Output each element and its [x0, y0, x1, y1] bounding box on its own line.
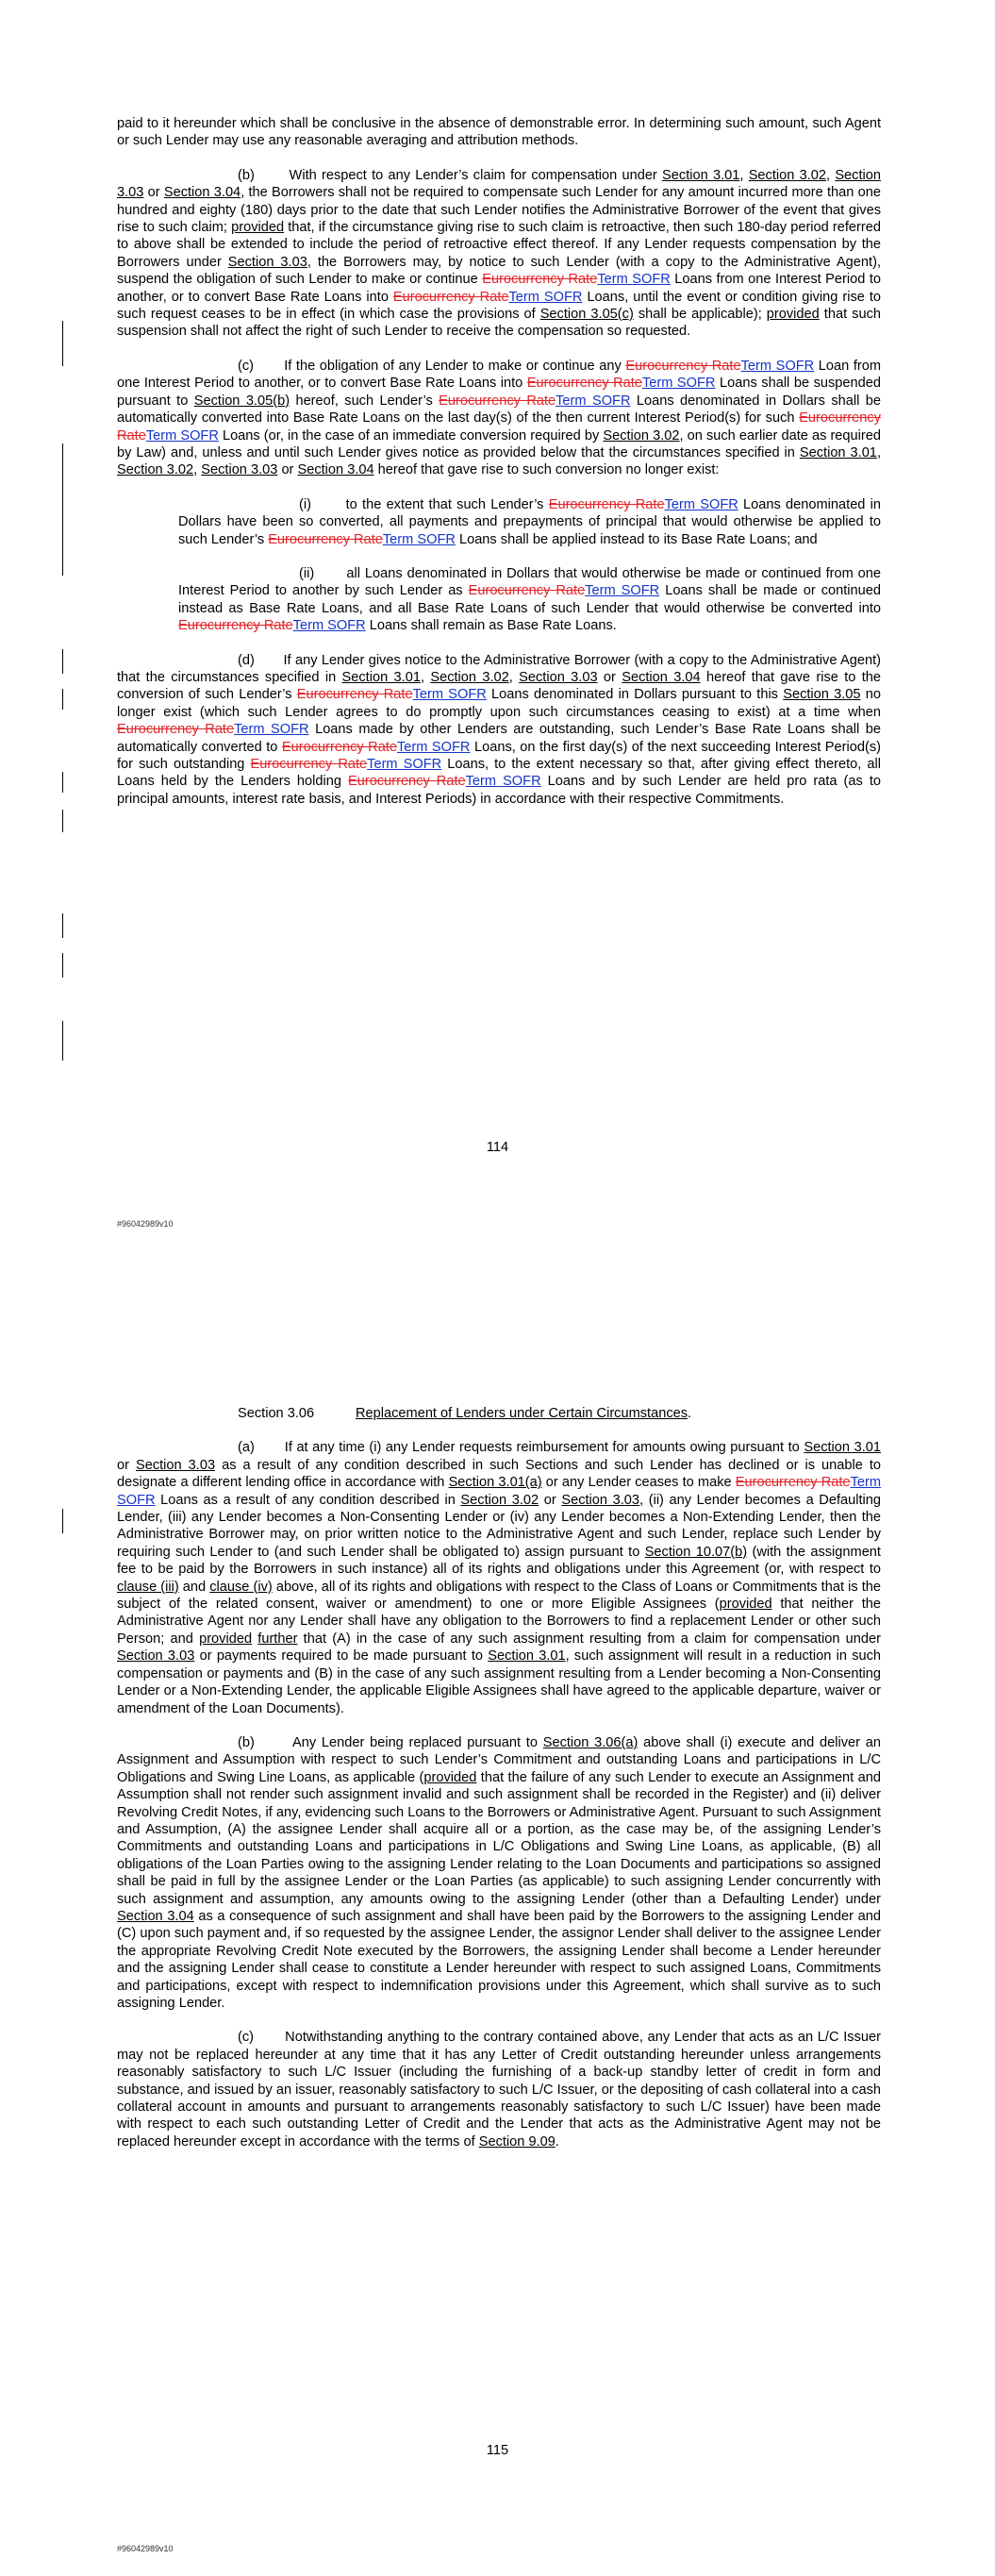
text-run: or any Lender ceases to make — [541, 1475, 736, 1491]
text-run: Loans shall remain as Base Rate Loans. — [365, 618, 617, 634]
deleted-text: Eurocurrency Rate — [625, 358, 741, 374]
page-number: 115 — [486, 2443, 509, 2458]
text-run: . — [555, 2133, 559, 2149]
deleted-text: Eurocurrency Rate — [117, 410, 881, 443]
paragraph-b — [117, 167, 881, 341]
paragraph-c — [117, 358, 881, 479]
text-run: (i) to the extent that such Lender’s — [299, 496, 549, 512]
text-run: , the Borrowers may, by notice to such Lender (with a copy to the Administrative Agent), suspend the obligation of such Lender to make or continue — [117, 254, 881, 288]
paragraph-c-i — [178, 496, 881, 548]
section-heading — [117, 1405, 881, 1422]
cross-reference: Section 3.04 — [297, 462, 374, 478]
cross-reference: Section 3.02 — [430, 669, 509, 685]
cross-reference: Section 3.01 — [488, 1648, 566, 1664]
paragraph-a — [117, 1439, 881, 1717]
cross-reference: Section 3.04 — [622, 669, 701, 685]
text-run: Loans and by such Lender are held pro rata (as to principal amounts, interest rate basis, and Interest Periods) in accordance with their respective Commitments. — [117, 774, 882, 807]
document-page-115 — [0, 1288, 995, 2576]
cross-reference: Section 3.03 — [561, 1492, 640, 1508]
text-run: , — [420, 669, 431, 685]
cross-reference: Section 3.01 — [804, 1440, 881, 1456]
paragraph-continuation — [117, 115, 881, 150]
inserted-text: Term SOFR — [367, 757, 442, 772]
cross-reference: Section 9.09 — [478, 2133, 556, 2149]
text-run: Loans shall be suspended pursuant to — [117, 376, 881, 409]
text-run: Loans, until the event or condition giving rise to such request ceases to be in effect (in which case the provisions of — [117, 289, 882, 323]
change-bar — [62, 913, 63, 938]
change-bar — [62, 1509, 63, 1533]
change-bar — [62, 649, 63, 674]
cross-reference: Section 3.03 — [201, 462, 278, 478]
text-run: , the Borrowers shall not be required to compensate such Lender for any amount incurred more than one hundred and eighty (180) days prior to the date that such Lender notifies the Administrative Borrower of the event that gives rise to such claim; — [117, 185, 881, 236]
text-run: or — [277, 462, 298, 478]
inserted-text: Term SOFR — [556, 393, 631, 409]
text-run: hereof, such Lender’s — [290, 393, 439, 409]
change-bar — [62, 1021, 63, 1061]
text-run: (ii) all Loans denominated in Dollars that would otherwise be made or continued from one Interest Period to another by such Lender as — [178, 565, 881, 599]
cross-reference: Section 10.07(b) — [644, 1544, 748, 1560]
deleted-text: Eurocurrency Rate — [735, 1475, 851, 1491]
inserted-text: Term SOFR — [585, 583, 660, 599]
inserted-text: Term SOFR — [145, 427, 219, 443]
text-run: Loan from one Interest Period to another, or to convert Base Rate Loans into — [117, 358, 882, 392]
text-run: , — [193, 462, 202, 478]
deleted-text: Eurocurrency Rate — [281, 739, 398, 755]
text-run: that neither the Administrative Agent nor any Lender shall have any obligation to the Borrowers to find a replacement Lender or other such Person; and — [117, 1597, 881, 1647]
text-run: Loans (or, in the case of an immediate conversion required by — [218, 427, 604, 443]
deleted-text: Eurocurrency Rate — [548, 496, 665, 512]
cross-reference: Section 3.03 — [519, 669, 598, 685]
deleted-text: Eurocurrency Rate — [439, 393, 556, 409]
cross-reference: Section 3.02 — [117, 462, 194, 478]
text-run: above, all of its rights and obligations with respect to the Class of Loans or Commitments that is the subject of the related consent, waiver or amendment) to one or more Eligible Assignees ( — [117, 1579, 881, 1613]
inserted-text: Term SOFR — [382, 531, 456, 547]
cross-reference: Section 3.04 — [163, 185, 241, 201]
text-run: Loans denominated in Dollars have been so converted, all payments and prepayments of principal that would otherwise be applied to such Lender’s — [178, 496, 882, 547]
text-run: , — [739, 167, 749, 183]
cross-reference: Section 3.02 — [603, 427, 680, 443]
text-run: Loans, to the extent necessary so that, after giving effect thereto, all Loans held by the Lenders holding — [117, 757, 882, 790]
cross-reference: further — [257, 1631, 298, 1647]
deleted-text: Eurocurrency Rate — [117, 722, 235, 738]
cross-reference: provided — [719, 1597, 772, 1613]
text-run: (b) With respect to any Lender’s claim for compensation under — [238, 167, 663, 183]
change-bar — [62, 953, 63, 978]
text-run: , (ii) any Lender becomes a Defaulting Lender, (iii) any Lender becomes a Non-Consenting Lender or (iv) any Lender becomes a Non-Extending Lender, then the Administrative Borrower may, on prior written notice to the Administrative Agent and such Lender, replace such Lender by requiring such Lender to (and such Lender shall be obligated to) assign pursuant to — [117, 1492, 882, 1560]
text-run: , — [508, 669, 520, 685]
text-run: shall be applicable); — [633, 307, 767, 323]
text-run: paid to it hereunder which shall be conclusive in the absence of demonstrable error. In determining such amount, such Agent or such Lender may use any reasonable averaging and attribution methods. — [117, 116, 881, 149]
text-run: Loans, on the first day(s) of the next succeeding Interest Period(s) for such outstanding — [117, 739, 882, 772]
cross-reference: Section 3.02 — [748, 167, 827, 183]
text-run: , on such earlier date as required by Law) and, unless and until such Lender gives notice as provided below that the circumstances specified in — [117, 427, 881, 460]
inserted-text: Term SOFR — [740, 358, 815, 374]
text-run: Loans made by other Lenders are outstanding, such Lender’s Base Rate Loans shall be automatically converted to — [117, 722, 881, 755]
text-run: or payments required to be made pursuant to — [194, 1648, 489, 1664]
text-run: Loans shall be applied instead to its Base Rate Loans; and — [455, 531, 818, 547]
text-run: or — [117, 1457, 136, 1473]
text-run: no longer exist (which such Lender agrees to do promptly upon such circumstances ceasing to exist) at a time when — [117, 687, 881, 720]
cross-reference: Section 3.04 — [117, 1908, 194, 1924]
paragraph-d — [117, 652, 881, 809]
deleted-text: Eurocurrency Rate — [178, 618, 293, 634]
deleted-text: Eurocurrency Rate — [482, 272, 598, 288]
page-body — [117, 1405, 881, 2167]
cross-reference: provided — [766, 307, 820, 323]
text-run: as a consequence of such assignment and shall have been paid by the Borrowers to the assigning Lender and (C) upon such payment and, if so requested by the assignee Lender, the assignor Lender shall deliver to the assignee Lender the appropriate Revolving Credit Note executed by the Borrowers, the assigning Lender shall become a Lender hereunder and the assigning Lender shall cease to constitute a Lender hereunder with respect to such assigned Loans, Commitments and participations, except with respect to indemnification provisions under this Agreement, which shall survive as to such assigning Lender. — [117, 1908, 881, 2011]
inserted-text: Term SOFR — [397, 739, 471, 755]
inserted-text: Term SOFR — [234, 722, 309, 738]
inserted-text: Term SOFR — [597, 272, 671, 288]
inserted-text: Term SOFR — [117, 1475, 881, 1508]
cross-reference: Section 3.01 — [662, 167, 740, 183]
inserted-text: Term SOFR — [412, 687, 487, 703]
text-run: or — [597, 669, 622, 685]
paragraph-c-ii — [178, 565, 881, 635]
cross-reference: provided — [231, 220, 285, 236]
text-run: Loans denominated in Dollars pursuant to this — [486, 687, 784, 703]
text-run: (d) If any Lender gives notice to the Administrative Borrower (with a copy to the Administrative Agent) that the circumstances specified in — [117, 652, 881, 685]
text-run: above shall (i) execute and deliver an Assignment and Assumption with respect to such Lender’s Commitment and outstanding Loans and participations in L/C Obligations and Swing Line Loans, as applicable ( — [117, 1734, 881, 1785]
page-body — [117, 115, 881, 825]
text-run: or — [539, 1492, 562, 1508]
change-bar — [62, 321, 63, 366]
change-bar — [62, 810, 63, 832]
text-run: that (A) in the case of any such assignment resulting from a claim for compensation under — [297, 1631, 881, 1647]
change-bar — [62, 443, 63, 576]
change-bar — [62, 772, 63, 793]
document-id-footer: #96042989v10 — [117, 2544, 174, 2553]
text-run: that, if the circumstance giving rise to such claim is retroactive, then such 180-day period referred to above shall be extended to include the period of retroactive effect thereof. If any Lender requests compensation by the Borrowers under — [117, 220, 881, 270]
cross-reference: Section 3.01 — [799, 444, 877, 460]
text-run: that the failure of any such Lender to execute an Assignment and Assumption shall not render such assignment invalid and such assignment shall be recorded in the Register) and (ii) deliver Revolving Credit Notes, if any, evidencing such Loans to the Borrowers or Administrative Agent. Pursuant to such Assignment and Assumption, (A) the assignee Lender shall acquire all or a portion, as the case may be, of the assigning Lender’s Commitments and outstanding Loans and participations in L/C Obligations and Swing Line Loans, as applicable, (B) all obligations of the Loan Parties owing to the assigning Lender relating to the Loan Documents and participations so assigned shall be paid in full by the assignee Lender or the Loan Parties (as applicable) to such assigning Lender concurrently with such assignment and assumption, any amounts owing to the assigning Lender (other than a Defaulting Lender) under — [117, 1769, 881, 1907]
deleted-text: Eurocurrency Rate — [468, 583, 586, 599]
section-title-period: . — [688, 1406, 692, 1421]
cross-reference: Section 3.05(c) — [539, 307, 634, 323]
text-run: , — [876, 444, 881, 460]
text-run: and — [178, 1579, 210, 1595]
text-run: , such assignment will result in a reduction in such compensation or payments and (B) in the case of any such assignment resulting from a Lender becoming a Non-Consenting Lender or a Non-Extending Lender, the applicable Eligible Assignees shall have agreed to the applicable departure, waiver or amendment of the Loan Documents). — [117, 1648, 882, 1716]
inserted-text: Term SOFR — [508, 289, 583, 305]
deleted-text: Eurocurrency Rate — [347, 774, 466, 790]
text-run: Loans denominated in Dollars shall be automatically converted into Base Rate Loans on the last day(s) of the then current Interest Period(s) for such — [117, 393, 881, 427]
inserted-text: Term SOFR — [664, 496, 738, 512]
cross-reference: Section 3.03 — [117, 167, 882, 201]
section-title: Replacement of Lenders under Certain Circumstances — [356, 1406, 688, 1421]
text-run: (c) Notwithstanding anything to the contrary contained above, any Lender that acts as an L/C Issuer may not be replaced hereunder at any time that it has any Letter of Credit outstanding hereunder unless arrangements reasonably satisfactory to such L/C Issuer (including the furnishing of a back-up standby letter of credit in form and substance, and issued by an issuer, reasonably satisfactory to such L/C Issuer, or the depositing of cash collateral into a cash collateral account in amounts and pursuant to arrangements reasonably satisfactory to such L/C Issuer) have been made with respect to each such outstanding Letter of Credit and the Lender that acts as the Administrative Agent may not be replaced hereunder except in accordance with the terms of — [117, 2030, 881, 2149]
text-run: that such suspension shall not affect the right of such Lender to receive the compensation so requested. — [117, 307, 881, 340]
text-run: Loans shall be made or continued instead as Base Rate Loans, and all Base Rate Loans of such Lender that would otherwise be converted into — [178, 583, 881, 616]
section-number: Section 3.06 — [238, 1406, 315, 1421]
deleted-text: Eurocurrency Rate — [392, 289, 509, 305]
text-run: (a) If at any time (i) any Lender requests reimbursement for amounts owing pursuant to — [238, 1440, 804, 1456]
inserted-text: Term SOFR — [292, 618, 366, 634]
paragraph-c — [117, 2029, 881, 2150]
inserted-text: Term SOFR — [465, 774, 541, 790]
cross-reference: provided — [423, 1769, 477, 1785]
text-run: hereof that gave rise to the conversion of such Lender’s — [117, 669, 882, 703]
text-run: as a result of any condition described in such Sections and such Lender has declined or is unable to designate a different lending office in accordance with — [117, 1457, 882, 1491]
text-run: Loans as a result of any condition described in — [155, 1492, 461, 1508]
deleted-text: Eurocurrency Rate — [296, 687, 413, 703]
cross-reference: provided — [199, 1631, 253, 1647]
text-run: Loans from one Interest Period to another, or to convert Base Rate Loans into — [117, 272, 882, 305]
text-run: (with the assignment fee to be paid by the Borrowers in such instance) all of its rights and obligations under this Agreement (or, with respect to — [117, 1544, 881, 1578]
cross-reference: Section 3.02 — [460, 1492, 539, 1508]
cross-reference: Section 3.03 — [135, 1457, 216, 1473]
text-run: , — [826, 167, 836, 183]
cross-reference: Section 3.06(a) — [542, 1734, 638, 1750]
deleted-text: Eurocurrency Rate — [268, 531, 383, 547]
cross-reference: Section 3.01(a) — [448, 1475, 542, 1491]
inserted-text: Term SOFR — [641, 376, 716, 392]
deleted-text: Eurocurrency Rate — [250, 757, 368, 772]
document-id-footer: #96042989v10 — [117, 1219, 174, 1229]
text-run: (b) Any Lender being replaced pursuant to — [238, 1734, 543, 1750]
text-run: (c) If the obligation of any Lender to make or continue any — [238, 358, 626, 374]
paragraph-b — [117, 1734, 881, 2013]
cross-reference: Section 3.03 — [117, 1648, 195, 1664]
page-number: 114 — [486, 1140, 509, 1155]
text-run: hereof that gave rise to such conversion no longer exist: — [373, 462, 720, 478]
cross-reference: Section 3.03 — [227, 254, 307, 270]
change-bar — [62, 689, 63, 710]
cross-reference: clause (iv) — [209, 1579, 273, 1595]
cross-reference: Section 3.01 — [341, 669, 421, 685]
deleted-text: Eurocurrency Rate — [526, 376, 642, 392]
text-run: or — [143, 185, 164, 201]
cross-reference: Section 3.05 — [783, 687, 861, 703]
cross-reference: clause (iii) — [117, 1579, 179, 1595]
cross-reference: Section 3.05(b) — [193, 393, 290, 409]
